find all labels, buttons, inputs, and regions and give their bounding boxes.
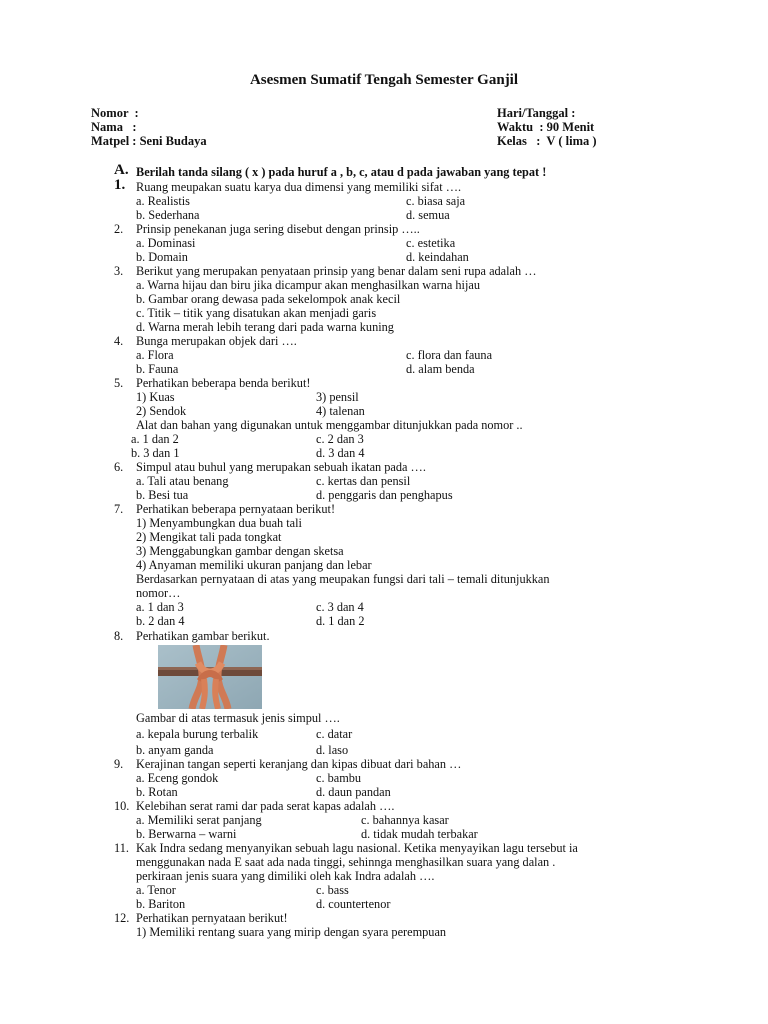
option-a: a. 1 dan 2 bbox=[131, 432, 179, 446]
question-stem: Berdasarkan pernyataan di atas yang meupakan fungsi dari tali – temali ditunjukkan bbox=[136, 572, 550, 586]
option-a: a. Warna hijau dan biru jika dicampur akan menghasilkan warna hijau bbox=[136, 278, 481, 292]
option-c: c. kertas dan pensil bbox=[316, 474, 411, 488]
question-number: 6. bbox=[114, 460, 124, 474]
question-number: 4. bbox=[114, 334, 124, 348]
option-b: b. Berwarna – warni bbox=[136, 827, 237, 841]
option-c: c. bahannya kasar bbox=[361, 813, 449, 827]
option-d: d. countertenor bbox=[316, 897, 391, 911]
question-text: Simpul atau buhul yang merupakan sebuah ikatan pada …. bbox=[136, 460, 426, 474]
question-text: Kelebihan serat rami dar pada serat kapas adalah …. bbox=[136, 799, 395, 813]
question-text: Kerajinan tangan seperti keranjang dan kipas dibuat dari bahan … bbox=[136, 757, 462, 771]
option-a: a. Realistis bbox=[136, 194, 190, 208]
option-b: b. 2 dan 4 bbox=[136, 614, 185, 628]
option-b: b. Fauna bbox=[136, 362, 179, 376]
option-d: d. penggaris dan penghapus bbox=[316, 488, 453, 502]
option-a: a. Eceng gondok bbox=[136, 771, 219, 785]
option-c: c. 3 dan 4 bbox=[316, 600, 364, 614]
list-item: 1) Memiliki rentang suara yang mirip dengan syara perempuan bbox=[136, 925, 447, 939]
question-number: 10. bbox=[114, 799, 130, 813]
question-number: 11. bbox=[114, 841, 129, 855]
option-c: c. biasa saja bbox=[406, 194, 466, 208]
option-a: a. Tenor bbox=[136, 883, 176, 897]
option-a: a. Memiliki serat panjang bbox=[136, 813, 262, 827]
option-c: c. bambu bbox=[316, 771, 362, 785]
question-text: Perhatikan gambar berikut. bbox=[136, 629, 270, 643]
option-b: b. Rotan bbox=[136, 785, 178, 799]
option-a: a. Tali atau benang bbox=[136, 474, 229, 488]
header-waktu: Waktu : 90 Menit bbox=[497, 120, 595, 134]
question-text: menggunakan nada E saat ada nada tinggi, sehinnga menghasilkan suara yang dalan . bbox=[136, 855, 556, 869]
option-c: c. 2 dan 3 bbox=[316, 432, 364, 446]
section-letter: A. bbox=[114, 162, 129, 178]
option-c: c. datar bbox=[316, 727, 353, 741]
option-b: b. Bariton bbox=[136, 897, 186, 911]
option-c: c. estetika bbox=[406, 236, 456, 250]
question-text: Perhatikan beberapa benda berikut! bbox=[136, 376, 311, 390]
option-a: a. kepala burung terbalik bbox=[136, 727, 259, 741]
knot-illustration bbox=[158, 645, 262, 709]
option-b: b. anyam ganda bbox=[136, 743, 214, 757]
question-number: 7. bbox=[114, 502, 124, 516]
question-text: Prinsip penekanan juga sering disebut dengan prinsip ….. bbox=[136, 222, 420, 236]
option-b: b. 3 dan 1 bbox=[131, 446, 180, 460]
question-number: 12. bbox=[114, 911, 130, 925]
option-a: a. Dominasi bbox=[136, 236, 196, 250]
question-text: Perhatikan beberapa pernyataan berikut! bbox=[136, 502, 336, 516]
list-item: 2) Sendok bbox=[136, 404, 187, 418]
list-item: 3) Menggabungkan gambar dengan sketsa bbox=[136, 544, 344, 558]
header-nomor: Nomor : bbox=[91, 106, 139, 120]
question-text: Kak Indra sedang menyanyikan sebuah lagu nasional. Ketika menyayikan lagu tersebut ia bbox=[136, 841, 578, 855]
option-d: d. alam benda bbox=[406, 362, 475, 376]
option-d: d. 1 dan 2 bbox=[316, 614, 365, 628]
list-item: 2) Mengikat tali pada tongkat bbox=[136, 530, 282, 544]
question-text: Ruang meupakan suatu karya dua dimensi yang memiliki sifat …. bbox=[136, 180, 462, 194]
option-d: d. tidak mudah terbakar bbox=[361, 827, 478, 841]
list-item: 4) talenan bbox=[316, 404, 365, 418]
option-d: d. semua bbox=[406, 208, 450, 222]
option-d: d. 3 dan 4 bbox=[316, 446, 365, 460]
option-c: c. bass bbox=[316, 883, 349, 897]
page-title: Asesmen Sumatif Tengah Semester Ganjil bbox=[249, 72, 519, 88]
option-c: c. flora dan fauna bbox=[406, 348, 493, 362]
option-d: d. laso bbox=[316, 743, 349, 757]
option-d: d. daun pandan bbox=[316, 785, 391, 799]
question-text: Berikut yang merupakan penyataan prinsip yang benar dalam seni rupa adalah … bbox=[136, 264, 537, 278]
question-stem: nomor… bbox=[136, 586, 181, 600]
question-text: Perhatikan pernyataan berikut! bbox=[136, 911, 288, 925]
list-item: 4) Anyaman memiliki ukuran panjang dan lebar bbox=[136, 558, 372, 572]
question-text: perkiraan jenis suara yang dimiliki oleh kak Indra adalah …. bbox=[136, 869, 435, 883]
option-b: b. Besi tua bbox=[136, 488, 189, 502]
question-number: 8. bbox=[114, 629, 124, 643]
question-text: Bunga merupakan objek dari …. bbox=[136, 334, 297, 348]
section-instruction: Berilah tanda silang ( x ) pada huruf a , b, c, atau d pada jawaban yang tepat ! bbox=[136, 165, 547, 179]
option-b: b. Sederhana bbox=[136, 208, 200, 222]
question-number: 3. bbox=[114, 264, 124, 278]
option-a: a. Flora bbox=[136, 348, 174, 362]
header-nama: Nama : bbox=[91, 120, 137, 134]
option-d: d. Warna merah lebih terang dari pada warna kuning bbox=[136, 320, 394, 334]
option-a: a. 1 dan 3 bbox=[136, 600, 184, 614]
knot-photo bbox=[158, 645, 262, 709]
question-number: 2. bbox=[114, 222, 124, 236]
header-matpel: Matpel : Seni Budaya bbox=[91, 134, 207, 148]
question-number: 1. bbox=[114, 177, 126, 193]
list-item: 3) pensil bbox=[316, 390, 359, 404]
header-hari: Hari/Tanggal : bbox=[497, 106, 576, 120]
option-b: b. Domain bbox=[136, 250, 188, 264]
header-kelas: Kelas : V ( lima ) bbox=[497, 134, 597, 148]
question-number: 5. bbox=[114, 376, 124, 390]
question-stem: Alat dan bahan yang digunakan untuk menggambar ditunjukkan pada nomor .. bbox=[136, 418, 523, 432]
option-d: d. keindahan bbox=[406, 250, 469, 264]
question-number: 9. bbox=[114, 757, 124, 771]
option-b: b. Gambar orang dewasa pada sekelompok anak kecil bbox=[136, 292, 401, 306]
list-item: 1) Menyambungkan dua buah tali bbox=[136, 516, 302, 530]
question-stem: Gambar di atas termasuk jenis simpul …. bbox=[136, 711, 340, 725]
list-item: 1) Kuas bbox=[136, 390, 175, 404]
option-c: c. Titik – titik yang disatukan akan menjadi garis bbox=[136, 306, 377, 320]
